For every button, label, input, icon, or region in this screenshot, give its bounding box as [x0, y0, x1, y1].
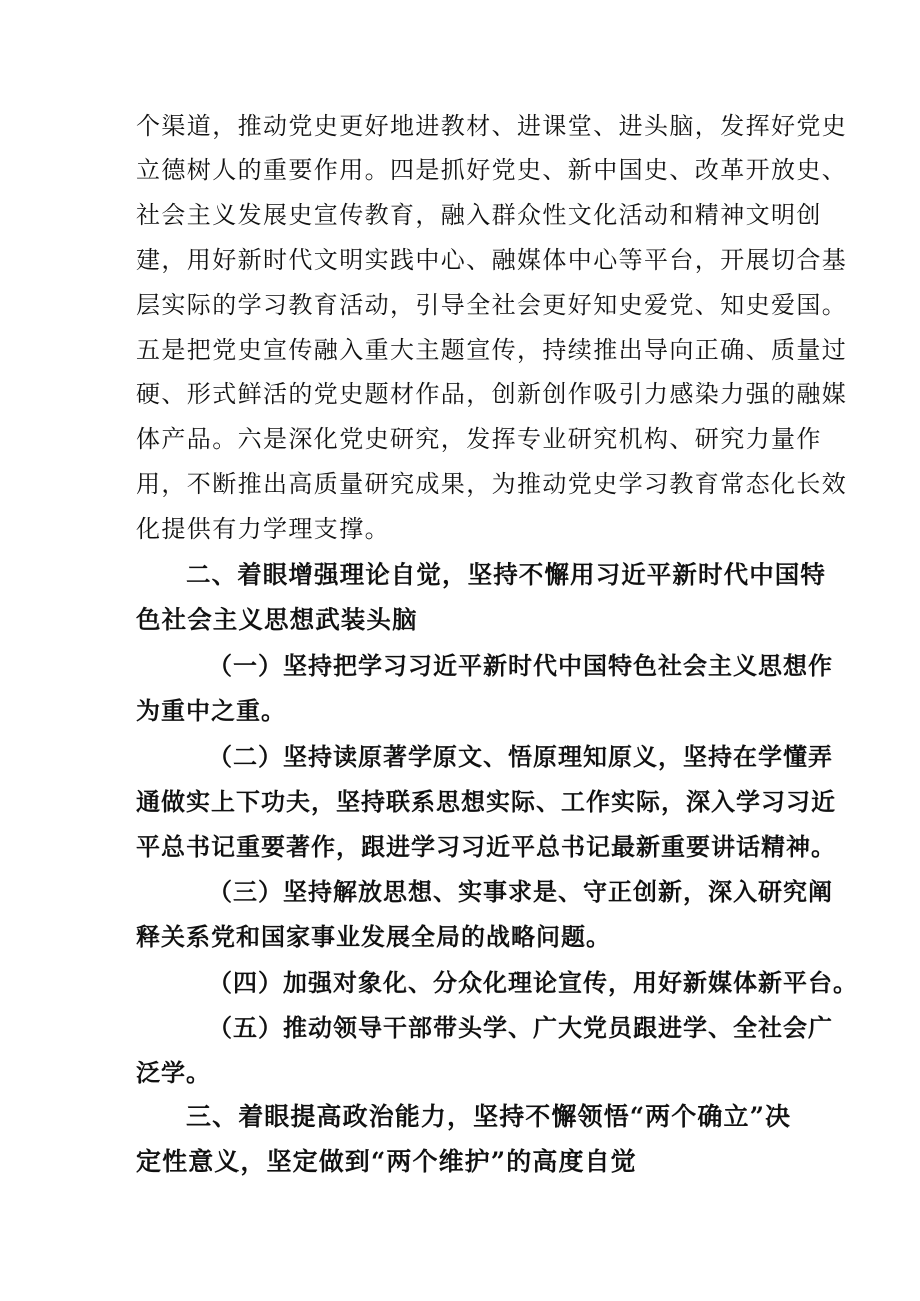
item-line: 平总书记重要著作，跟进学习习近平总书记最新重要讲话精神。 [136, 832, 836, 861]
paragraph-line: 建，用好新时代文明实践中心、融媒体中心等平台，开展切合基 [136, 246, 848, 274]
item-line: （五）推动领导干部带头学、广大党员跟进学、全社会广 [208, 1013, 833, 1042]
item-line: 为重中之重。 [136, 696, 286, 725]
item-line: （一）坚持把学习习近平新时代中国特色社会主义思想作 [208, 651, 833, 680]
paragraph-line: 体产品。六是深化党史研究，发挥专业研究机构、研究力量作 [136, 425, 822, 453]
heading-line: 三、着眼提高政治能力，坚持不懈领悟“两个确立”决 [186, 1102, 792, 1131]
paragraph-line: 化提供有力学理支撑。 [136, 515, 390, 543]
heading-line: 二、着眼增强理论自觉，坚持不懈用习近平新时代中国特 [186, 560, 826, 589]
paragraph-line: 立德树人的重要作用。四是抓好党史、新中国史、改革开放史、 [136, 156, 848, 184]
item-line: 泛学。 [136, 1058, 211, 1087]
heading-line: 色社会主义思想武装头脑 [136, 605, 418, 634]
item-line: （二）坚持读原著学原文、悟原理知原义，坚持在学懂弄 [208, 742, 833, 771]
item-line: （三）坚持解放思想、实事求是、守正创新，深入研究阐 [208, 877, 833, 906]
paragraph-line: 社会主义发展史宣传教育，融入群众性文化活动和精神文明创 [136, 201, 822, 229]
paragraph-line: 用，不断推出高质量研究成果，为推动党史学习教育常态化长效 [136, 470, 848, 498]
heading-line: 定性意义，坚定做到“两个维护”的高度自觉 [136, 1147, 637, 1176]
item-line: （四）加强对象化、分众化理论宣传，用好新媒体新平台。 [208, 968, 858, 997]
item-line: 通做实上下功夫，坚持联系思想实际、工作实际，深入学习习近 [136, 787, 836, 816]
item-line: 释关系党和国家事业发展全局的战略问题。 [136, 922, 611, 951]
paragraph-line: 层实际的学习教育活动，引导全社会更好知史爱党、知史爱国。 [136, 291, 848, 319]
paragraph-line: 硬、形式鲜活的党史题材作品，创新创作吸引力感染力强的融媒 [136, 380, 848, 408]
paragraph-line: 个渠道，推动党史更好地进教材、进课堂、进头脑，发挥好党史 [136, 112, 848, 140]
paragraph-line: 五是把党史宣传融入重大主题宣传，持续推出导向正确、质量过 [136, 336, 848, 364]
